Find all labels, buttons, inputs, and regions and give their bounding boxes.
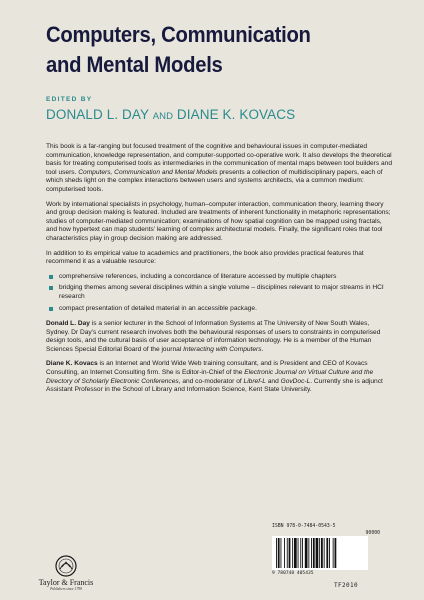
- publisher-logo: [34, 554, 98, 594]
- barcode-bar: [281, 538, 282, 568]
- bio-kovacs-list-1: Libref-L: [243, 377, 266, 385]
- edited-by-label: EDITED BY: [46, 96, 93, 103]
- barcode-bar: [329, 538, 330, 568]
- book-title: [46, 20, 370, 80]
- barcode-bar: [298, 538, 299, 568]
- publisher-name: Taylor & Francis: [38, 578, 94, 587]
- bio-kovacs: [46, 360, 392, 394]
- barcode-bar: [321, 538, 323, 568]
- title-line-1: Computers, Communication: [46, 22, 311, 47]
- isbn-text: ISBN 978-0-7484-0543-5: [272, 524, 336, 529]
- feature-item: bridging themes among several disciplines within a single volume – disciplines relevant to major streams in HCI research: [59, 284, 392, 301]
- barcode-bar: [324, 538, 325, 568]
- bio-kovacs-list-2: GovDoc-L: [280, 377, 311, 385]
- bio-kovacs-journal: Electronic Journal on Virtual Culture and the Directory of Scholarly Electronic Conferences: [46, 369, 374, 385]
- barcode-bar: [308, 538, 309, 568]
- bio-kovacs-text-c: and: [265, 377, 281, 385]
- barcode-bar: [284, 538, 285, 568]
- publisher-emblem-icon: [34, 554, 98, 578]
- barcode-bar: [316, 538, 319, 568]
- barcode-bar: [289, 538, 291, 568]
- blurb-p1-book-title: Computers, Communication and Mental Models: [78, 168, 218, 176]
- bio-day-name: Donald L. Day: [46, 320, 90, 328]
- editor-2: DIANE K. KOVACS: [176, 107, 296, 122]
- bio-kovacs-name: Diane K. Kovacs: [46, 360, 98, 368]
- barcode-image: [272, 536, 368, 570]
- bio-kovacs-text-d: . Currently she is adjunct Assistant Professor in the School of Library and Information Science, Kent State University.: [46, 377, 383, 394]
- editors: [46, 107, 295, 122]
- blurb-p1-text-b: presents a collection of multidisciplinary papers, each of which sheds light on the complex interactions between users and systems architects, via a common medium: computerised tools.: [46, 168, 383, 193]
- barcode-bar: [300, 538, 301, 568]
- barcode-bar: [294, 538, 297, 568]
- blurb-paragraph-3: In addition to its empirical value to academics and practitioners, the book also provides practical features that recommend it as a valuable resource:: [46, 249, 364, 266]
- barcode-bar: [313, 538, 315, 568]
- blurb-paragraph-2: Work by international specialists in psychology, human–computer interaction, communication theory, learning theory and group decision making is featured. Included are treatments of inherent functionality in metaphoric representations; studies of computer-mediated communication; examinations of how spatial cognition can be mapped using fractals, and how hypertext can map students’ learning of complex architectural models. Finally, the significant roles that tool characteristics play in group decision making are addressed.: [46, 200, 391, 242]
- barcode-bar: [333, 538, 334, 568]
- publisher-tagline: Publishers since 1798: [50, 587, 82, 591]
- bio-kovacs-text-b: , and co-moderator of: [178, 377, 244, 385]
- barcode-block: [272, 524, 380, 594]
- bio-day-journal: Interacting with Computers: [183, 345, 262, 353]
- bio-day: [46, 320, 392, 354]
- editor-and: AND: [152, 111, 174, 122]
- blurb-paragraph-1: [46, 143, 392, 195]
- barcode-bar: [319, 538, 320, 568]
- editor-1: DONALD L. DAY: [46, 107, 149, 122]
- price-code: 90000: [365, 531, 380, 536]
- barcode-bar: [292, 538, 293, 568]
- barcode-bar: [302, 538, 303, 568]
- feature-list: [46, 273, 392, 313]
- feature-item: comprehensive references, including a concordance of literature accessed by multiple chapters: [59, 273, 392, 282]
- title-line-2: and Mental Models: [46, 52, 223, 77]
- bio-kovacs-text-a: is an Internet and World Wide Web training consultant, and is President and CEO of Kovacs Consulting, an Internet Consulting firm. She is Editor-in-Chief of the: [46, 360, 368, 377]
- blurb-p1-text-a: This book is a far-ranging but focused treatment of the cognitive and behavioural issues in computer-mediated communication, knowledge representation, and computer-supported co-operative work. It also develops the theoretical basis for treating computerised tools as intermediaries in the communication of mental maps between tool builders and tool users.: [46, 143, 392, 176]
- back-cover-text: [46, 143, 392, 401]
- bio-day-text-b: .: [261, 345, 264, 353]
- barcode-bar: [311, 538, 312, 568]
- barcode-bar: [278, 538, 280, 568]
- barcode-bar: [276, 538, 277, 568]
- barcode-bar: [287, 538, 288, 568]
- barcode-bar: [326, 538, 328, 568]
- barcode-digits: 9 780748 405435: [272, 571, 314, 576]
- barcode-bar: [335, 538, 337, 568]
- product-code: TF2010: [334, 582, 359, 589]
- barcode-bar: [305, 538, 308, 568]
- bio-day-text-a: is a senior lecturer in the School of Information Systems at The University of New South Wales, Sydney. Dr Day’s current research involves both the behavioural responses of users to constraints in computerised design tools, and the cultural basis of user acceptance of information technology. He is a member of the Human Sciences Special Editorial Board of the journal: [46, 320, 381, 353]
- feature-item: compact presentation of detailed material in an accessible package.: [59, 305, 392, 314]
